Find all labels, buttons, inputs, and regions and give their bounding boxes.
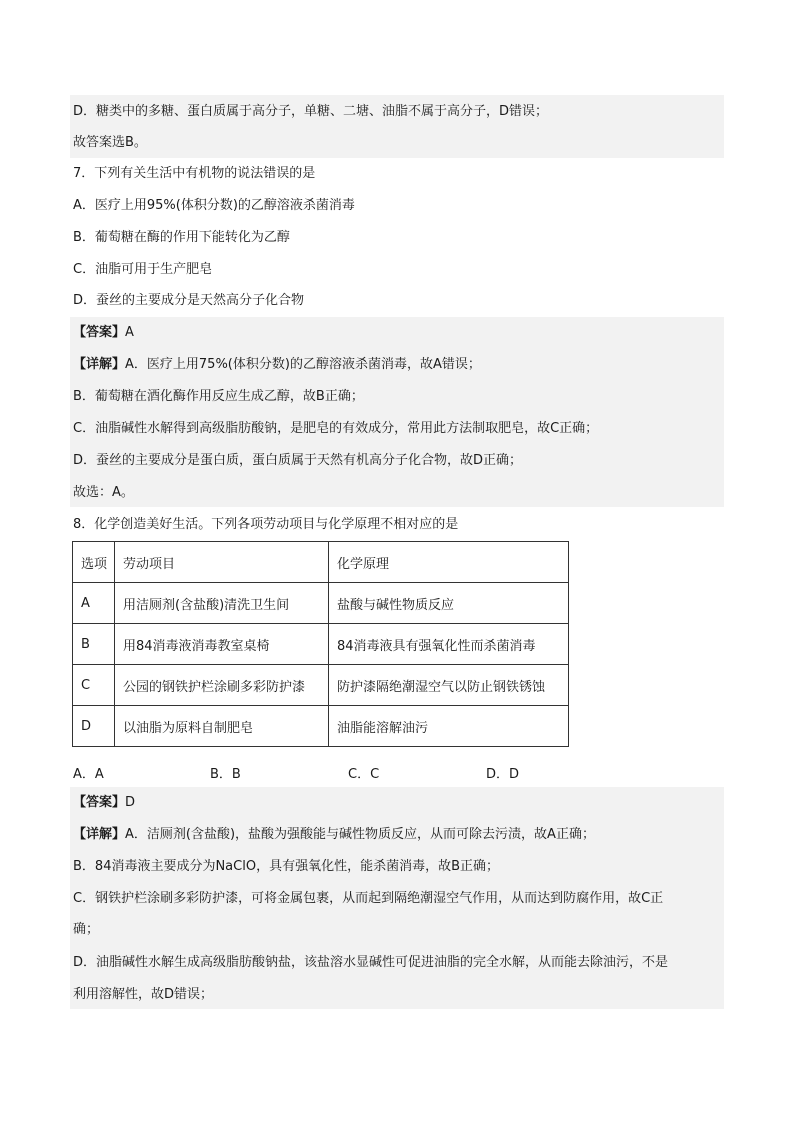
- q8-table: [72, 541, 569, 747]
- q7-answer-block: [70, 317, 724, 507]
- table-cell: 以油脂为原料自制肥皂: [115, 706, 329, 747]
- table-row: [73, 624, 569, 665]
- table-cell: 盐酸与碱性物质反应: [329, 583, 569, 624]
- q8-detail-line: 利用溶解性，故D错误；: [73, 987, 214, 1002]
- q8-detail-line: C．钢铁护栏涂刷多彩防护漆，可将金属包裹，从而起到隔绝潮湿空气作用，从而达到防腐作用，故C正: [73, 891, 664, 906]
- q7-answer-label: 【答案】: [73, 325, 126, 340]
- table-header-row: [73, 542, 569, 583]
- q8-answer-value: D: [125, 795, 136, 810]
- table-cell: B: [73, 624, 115, 665]
- q7-answer-value: A: [125, 325, 134, 340]
- table-cell: A: [73, 583, 115, 624]
- q8-choice-c: C．C: [348, 767, 380, 782]
- q8-detail-first-text: A．洁厕剂(含盐酸)，盐酸为强酸能与碱性物质反应，从而可除去污渍，故A正确；: [125, 827, 595, 842]
- q8-stem: 8．化学创造美好生活。下列各项劳动项目与化学原理不相对应的是: [73, 517, 459, 532]
- table-cell: 防护漆隔绝潮湿空气以防止钢铁锈蚀: [329, 665, 569, 706]
- q8-detail-line: B．84消毒液主要成分为NaClO，具有强氧化性，能杀菌消毒，故B正确；: [73, 859, 499, 874]
- q8-detail-label: 【详解】: [73, 827, 126, 842]
- q8-detail-line: D．油脂碱性水解生成高级脂肪酸钠盐，该盐溶水显碱性可促进油脂的完全水解，从而能去除油污，不是: [73, 955, 669, 970]
- q7-detail-first-text: A．医疗上用75%(体积分数)的乙醇溶液杀菌消毒，故A错误；: [125, 357, 481, 372]
- q8-detail-first: [73, 827, 595, 843]
- q8-choice-a: A．A: [73, 767, 104, 782]
- q8-detail-line: 确；: [73, 922, 100, 937]
- q7-option-c: C．油脂可用于生产肥皂: [73, 262, 213, 277]
- explain-conclusion: 故答案选B。: [73, 135, 147, 150]
- table-cell: 用洁厕剂(含盐酸)清洗卫生间: [115, 583, 329, 624]
- q7-stem: 7．下列有关生活中有机物的说法错误的是: [73, 166, 316, 181]
- q7-detail-line: C．油脂碱性水解得到高级脂肪酸钠，是肥皂的有效成分，常用此方法制取肥皂，故C正确；: [73, 421, 599, 436]
- table-header-cell: 化学原理: [329, 542, 569, 583]
- table-header-cell: 选项: [73, 542, 115, 583]
- q7-option-b: B．葡萄糖在酶的作用下能转化为乙醇: [73, 230, 290, 245]
- q7-detail-first: [73, 357, 481, 373]
- q8-answer: [73, 795, 135, 811]
- q8-choice-b: B．B: [210, 767, 241, 782]
- q7-option-d: D．蚕丝的主要成分是天然高分子化合物: [73, 293, 305, 308]
- table-header-cell: 劳动项目: [115, 542, 329, 583]
- table-cell: C: [73, 665, 115, 706]
- table-cell: 油脂能溶解油污: [329, 706, 569, 747]
- table-row: [73, 665, 569, 706]
- table-row: [73, 706, 569, 747]
- table-cell: D: [73, 706, 115, 747]
- q7-detail-label: 【详解】: [73, 357, 126, 372]
- q7-answer: [73, 325, 134, 341]
- q7-detail-line: 故选：A。: [73, 485, 134, 500]
- q7-detail-line: B．葡萄糖在酒化酶作用反应生成乙醇，故B正确；: [73, 389, 364, 404]
- table-cell: 公园的钢铁护栏涂刷多彩防护漆: [115, 665, 329, 706]
- q8-answer-label: 【答案】: [73, 795, 126, 810]
- q7-option-a: A．医疗上用95%(体积分数)的乙醇溶液杀菌消毒: [73, 198, 355, 213]
- table-cell: 用84消毒液消毒教室桌椅: [115, 624, 329, 665]
- explain-line-d: D．糖类中的多糖、蛋白质属于高分子，单糖、二塘、油脂不属于高分子，D错误；: [73, 104, 549, 119]
- table-cell: 84消毒液具有强氧化性而杀菌消毒: [329, 624, 569, 665]
- q8-choice-d: D．D: [486, 767, 520, 782]
- table-row: [73, 583, 569, 624]
- q7-detail-line: D．蚕丝的主要成分是蛋白质，蛋白质属于天然有机高分子化合物，故D正确；: [73, 453, 523, 468]
